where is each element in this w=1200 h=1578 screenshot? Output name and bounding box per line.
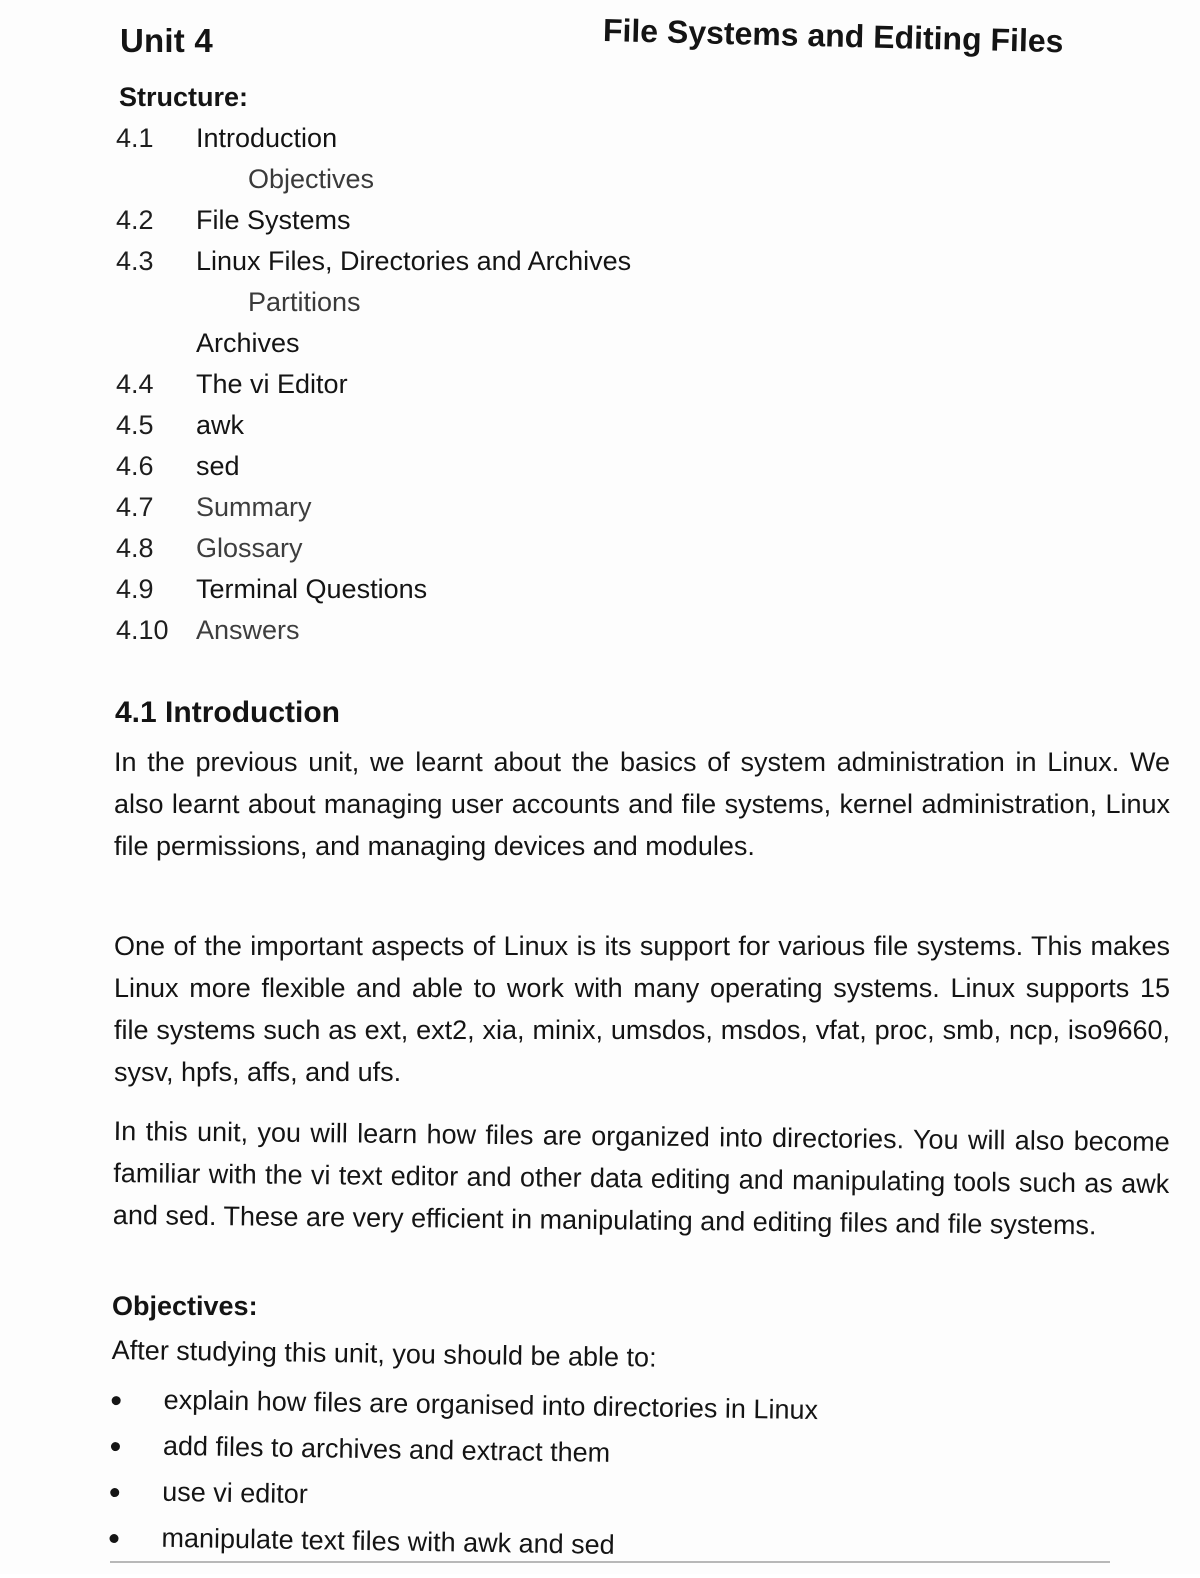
bullet-icon [109, 1534, 118, 1543]
objective-text: explain how files are organised into directories in Linux [163, 1384, 819, 1426]
toc-title: Archives [196, 328, 300, 358]
toc-entry [116, 366, 816, 407]
toc-entry [116, 571, 816, 612]
toc-title: sed [196, 451, 240, 481]
toc-entry [116, 612, 816, 653]
toc-subentry [116, 325, 816, 366]
running-header-title: File Systems and Editing Files [602, 12, 1064, 60]
bullet-icon [111, 1442, 120, 1451]
table-of-contents [116, 120, 816, 653]
toc-title: Summary [196, 492, 312, 522]
toc-number: 4.9 [116, 574, 154, 604]
toc-number: 4.1 [116, 123, 154, 153]
toc-number: 4.3 [116, 246, 154, 276]
objective-text: use vi editor [162, 1476, 309, 1510]
toc-entry [116, 407, 816, 448]
bullet-icon [112, 1396, 121, 1405]
section-heading-introduction: 4.1 Introduction [115, 696, 340, 729]
toc-title: File Systems [196, 205, 351, 235]
toc-title: Introduction [196, 123, 338, 153]
toc-subentry [116, 284, 816, 325]
bullet-icon [110, 1488, 119, 1497]
objective-text: add files to archives and extract them [162, 1430, 611, 1468]
intro-paragraph: In the previous unit, we learnt about the basics of system administration in Linux. We also learnt about managing user accounts and file systems, kernel administration, Linux file permissions, and managing devices and modules. [114, 747, 1170, 861]
objectives-list [109, 1380, 1012, 1578]
toc-title: Linux Files, Directories and Archives [196, 246, 632, 276]
objectives-heading: Objectives: [112, 1291, 258, 1321]
toc-number: 4.10 [116, 615, 169, 645]
toc-entry [116, 120, 816, 161]
objectives-intro: After studying this unit, you should be able to: [111, 1335, 657, 1373]
toc-number: 4.8 [116, 533, 154, 563]
toc-subentry [116, 161, 816, 202]
toc-entry [116, 530, 816, 571]
intro-paragraph: One of the important aspects of Linux is its support for various file systems. This makes Linux more flexible and able to work with many operating systems. Linux supports 15 file systems such as ext, ext2, xia, minix, umsdos, msdos, vfat, proc, smb, ncp, iso9660, sysv, hpfs, affs, and ufs. [114, 931, 1170, 1087]
toc-title: awk [196, 410, 245, 440]
toc-number: 4.7 [116, 492, 154, 522]
toc-title: The vi Editor [196, 369, 348, 399]
toc-entry [116, 202, 816, 243]
toc-title: Glossary [196, 533, 303, 563]
unit-label: Unit 4 [120, 22, 213, 59]
toc-number: 4.6 [116, 451, 154, 481]
toc-number: 4.2 [116, 205, 154, 235]
intro-paragraph: In this unit, you will learn how files are organized into directories. You will also become familiar with the vi text editor and other data editing and manipulating tools such as awk and sed. These are very efficient in manipulating and editing files and file systems. [112, 1115, 1170, 1241]
toc-entry [116, 243, 816, 284]
toc-title: Objectives [248, 164, 375, 194]
objective-text: manipulate text files with awk and sed [161, 1522, 615, 1560]
toc-number: 4.4 [116, 369, 154, 399]
toc-title: Partitions [248, 287, 361, 317]
toc-title: Terminal Questions [196, 574, 428, 604]
toc-title: Answers [196, 615, 300, 645]
toc-entry [116, 448, 816, 489]
structure-heading: Structure: [119, 82, 249, 112]
toc-entry [116, 489, 816, 530]
page-bottom-rule [110, 1561, 1110, 1563]
toc-number: 4.5 [116, 410, 154, 440]
